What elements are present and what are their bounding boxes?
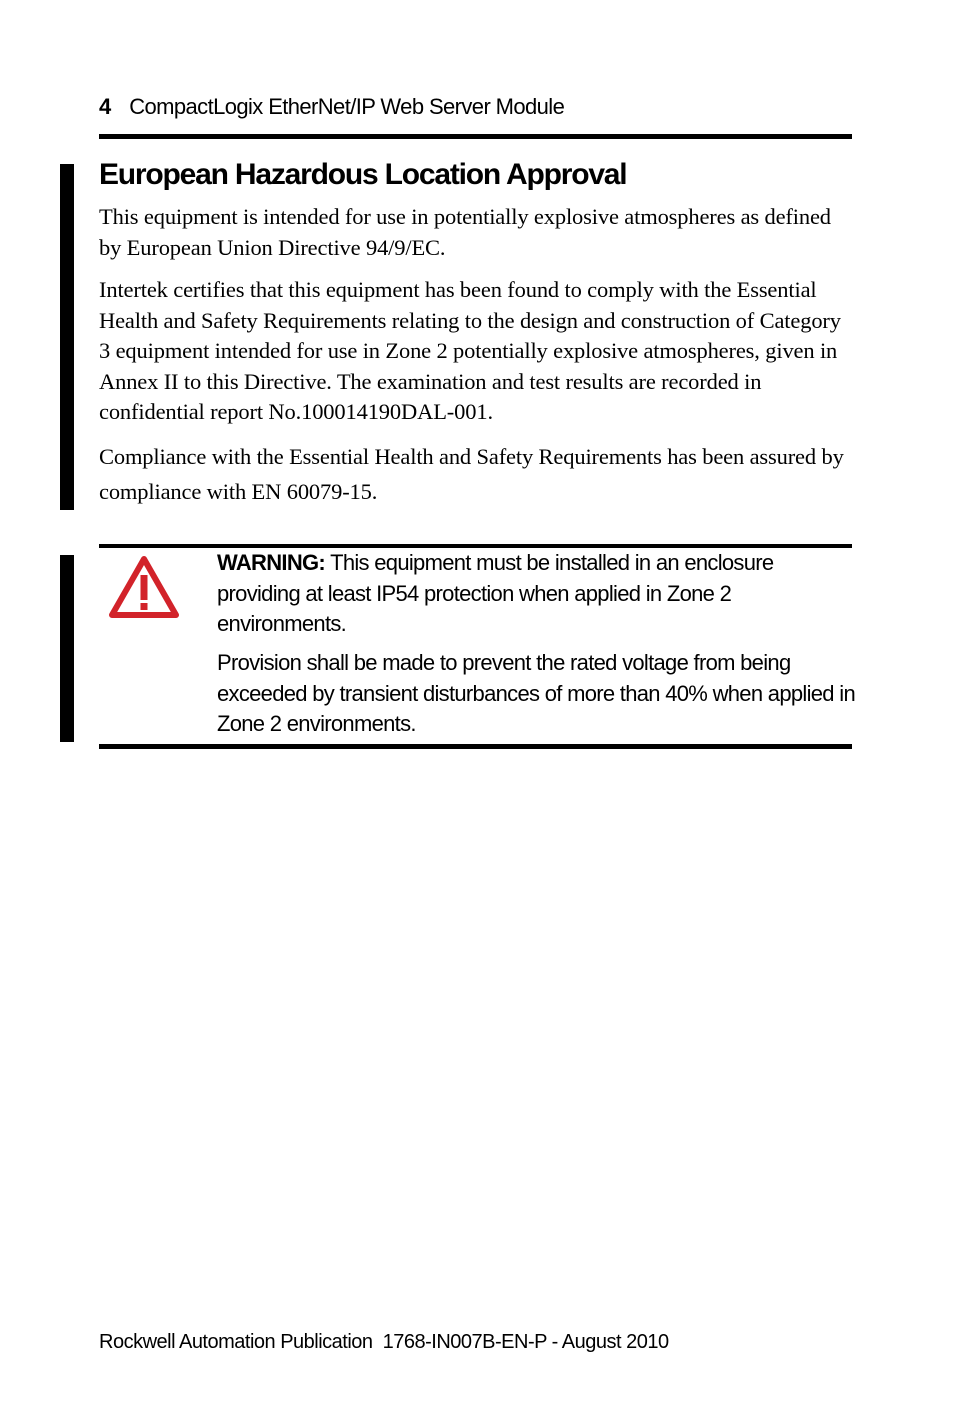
document-title: CompactLogix EtherNet/IP Web Server Module — [129, 94, 565, 119]
paragraph-directive: This equipment is intended for use in potentially explosive atmospheres as defined by European Union Directive 94/9/EC. — [99, 204, 831, 260]
change-bar-section — [60, 164, 74, 510]
page-number: 4 — [99, 94, 112, 119]
warning-text-voltage: Provision shall be made to prevent the rated voltage from being exceeded by transient disturbances of more than 40% when applied in Zone 2 environments. — [217, 650, 855, 737]
change-bar-warning — [60, 555, 74, 742]
warning-bottom-rule — [99, 744, 852, 749]
paragraph-certification: Intertek certifies that this equipment has been found to comply with the Essential Health and Safety Requirements relating to the design and construction of Category 3 equipment intended for use in Zone 2 potentially explosive atmospheres, given in Annex II to this Directive. The examination and test results are recorded in confidential report No.100014190DAL-001. — [99, 277, 841, 425]
warning-triangle-icon — [108, 555, 180, 619]
running-header — [99, 94, 851, 124]
warning-statement — [217, 548, 857, 640]
paragraph-compliance: Compliance with the Essential Health and Safety Requirements has been assured by compliance with EN 60079-15. — [99, 444, 844, 504]
header-divider — [99, 134, 852, 139]
section-heading: European Hazardous Location Approval — [99, 158, 627, 191]
warning-text-enclosure: This equipment must be installed in an enclosure providing at least IP54 protection when applied in Zone 2 environments. — [217, 550, 774, 637]
warning-label: WARNING: — [217, 550, 326, 575]
publication-footer: Rockwell Automation Publication 1768-IN007B-EN-P - August 2010 — [99, 1331, 669, 1353]
